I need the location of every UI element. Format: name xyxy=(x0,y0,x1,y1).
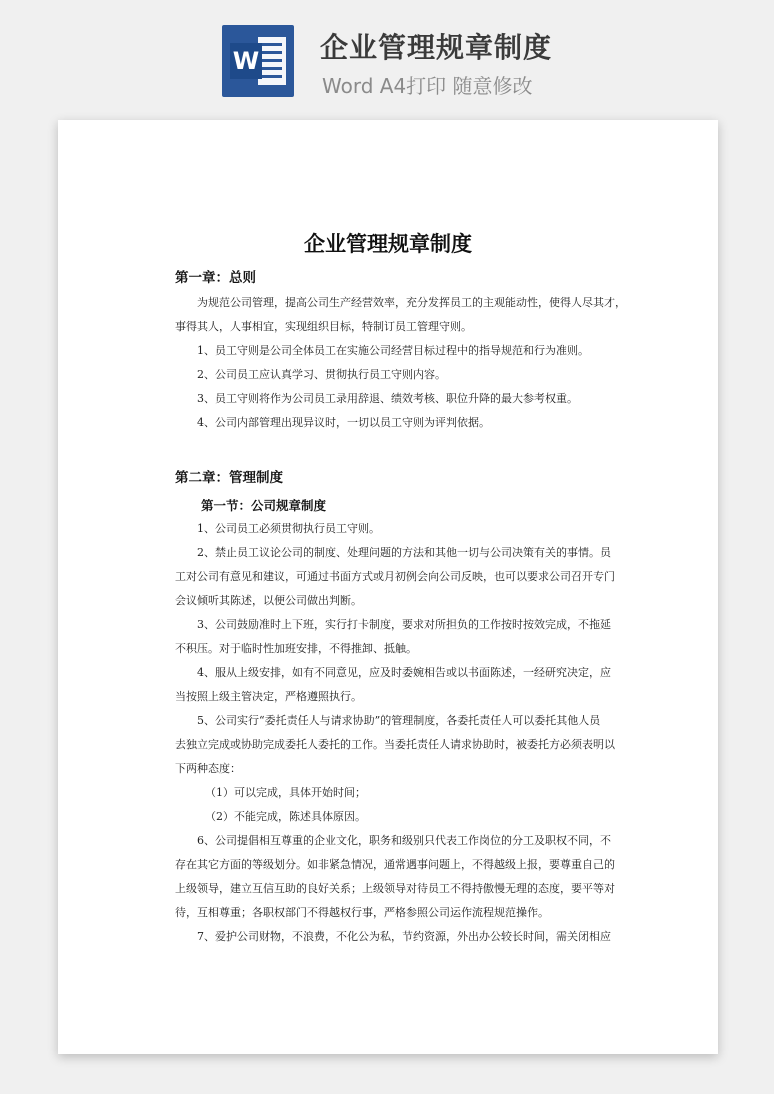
paragraph-line: 1、公司员工必须贯彻执行员工守则。 xyxy=(197,522,380,535)
paragraph-line: 6、公司提倡相互尊重的企业文化，职务和级别只代表工作岗位的分工及职权不同，不 xyxy=(197,834,611,847)
paragraph-line: 3、公司鼓励准时上下班，实行打卡制度，要求对所担负的工作按时按效完成，不拖延 xyxy=(197,618,611,631)
header-title: 企业管理规章制度 xyxy=(320,31,553,64)
document-title: 企业管理规章制度 xyxy=(304,231,472,256)
word-logo-icon xyxy=(222,25,294,97)
paragraph-line: 当按照上级主管决定，严格遵照执行。 xyxy=(175,690,362,703)
paragraph-line: 工对公司有意见和建议，可通过书面方式或月初例会向公司反映，也可以要求公司召开专门 xyxy=(175,570,615,583)
paragraph-line: 2、禁止员工议论公司的制度、处理问题的方法和其他一切与公司决策有关的事情。员 xyxy=(197,546,611,559)
paragraph-line: 会议倾听其陈述，以便公司做出判断。 xyxy=(175,594,362,607)
paragraph-line: 为规范公司管理，提高公司生产经营效率，充分发挥员工的主观能动性，使得人尽其才， xyxy=(197,296,626,309)
paragraph-line: 事得其人，人事相宜，实现组织目标，特制订员工管理守则。 xyxy=(175,320,472,333)
document-page xyxy=(58,120,718,1054)
list-item: 1、员工守则是公司全体员工在实施公司经营目标过程中的指导规范和行为准则。 xyxy=(197,344,589,357)
list-item: 3、员工守则将作为公司员工录用辞退、绩效考核、职位升降的最大参考权重。 xyxy=(197,392,578,405)
paragraph-line: 7、爱护公司财物，不浪费，不化公为私，节约资源，外出办公较长时间，需关闭相应 xyxy=(197,930,611,943)
paragraph-line: 去独立完成或协助完成委托人委托的工作。当委托责任人请求协助时，被委托方必须表明以 xyxy=(175,738,615,751)
chapter2-heading: 第二章：管理制度 xyxy=(175,470,283,486)
sub-item: （1）可以完成，具体开始时间； xyxy=(205,786,366,799)
paragraph-line: 上级领导，建立互信互助的良好关系；上级领导对待员工不得持傲慢无理的态度，要平等对 xyxy=(175,882,615,895)
sub-item: （2）不能完成，陈述具体原因。 xyxy=(205,810,366,823)
paragraph-line: 存在其它方面的等级划分。如非紧急情况，通常遇事问题上，不得越级上报，要尊重自己的 xyxy=(175,858,615,871)
header-subtitle: Word A4打印 随意修改 xyxy=(322,74,533,98)
paragraph-line: 下两种态度： xyxy=(175,762,241,775)
logo-letter: W xyxy=(232,47,260,75)
paragraph-line: 5、公司实行“委托责任人与请求协助”的管理制度，各委托责任人可以委托其他人员 xyxy=(197,714,601,727)
chapter1-heading: 第一章：总则 xyxy=(175,270,256,286)
paragraph-line: 4、服从上级安排，如有不同意见，应及时委婉相告或以书面陈述，一经研究决定，应 xyxy=(197,666,611,679)
list-item: 2、公司员工应认真学习、贯彻执行员工守则内容。 xyxy=(197,368,446,381)
paragraph-line: 不积压。对于临时性加班安排，不得推卸、抵触。 xyxy=(175,642,417,655)
page-header xyxy=(0,0,774,110)
list-item: 4、公司内部管理出现异议时，一切以员工守则为评判依据。 xyxy=(197,416,490,429)
section1-heading: 第一节：公司规章制度 xyxy=(201,498,327,513)
paragraph-line: 待，互相尊重；各职权部门不得越权行事，严格参照公司运作流程规范操作。 xyxy=(175,906,549,919)
